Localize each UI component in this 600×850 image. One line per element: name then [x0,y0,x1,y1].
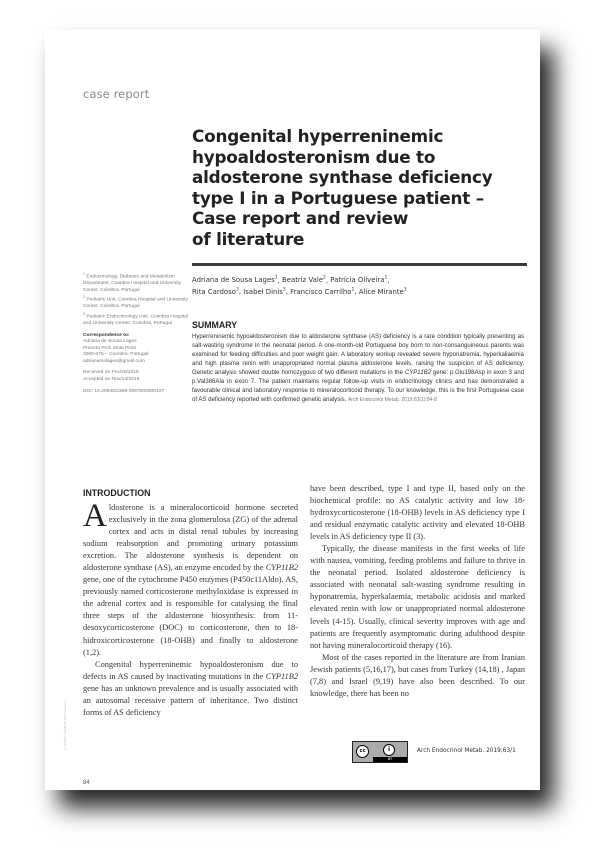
title-line: aldosterone synthase deficiency [192,167,493,187]
correspondence-line: Praceta Prof. Mota Pinto [83,345,137,351]
page-number: 84 [83,780,90,786]
body-column-left [83,498,298,719]
correspondence-line: 3000-075 – Coimbra, Portugal [83,352,149,358]
author: Patrícia Oliveira$^1$ [330,276,388,285]
affiliation-number: 1 [83,272,85,276]
article-sidebar [83,271,195,395]
title-line: hypoaldosteronism due to [192,146,436,167]
title-line: Case report and review [192,208,409,228]
affiliation-text: Pediatric Unit, Coimbra Hospital and University Center, Coimbra, Portugal [83,297,188,310]
body-column-right [310,483,525,700]
title-line: of literature [192,228,305,249]
author: Rita Cardoso$^3$ [192,287,239,296]
title-divider [192,263,527,266]
correspondence-email[interactable]: adrianamslages@gmail.com [83,358,145,364]
affiliation-number: 2 [83,295,85,300]
introduction-heading: INTRODUCTION [83,488,151,498]
affiliation [83,311,195,328]
affiliation-text: Endocrinology, Diabetes and Metabolism Department, Coimbra Hospital and University Center, Coimbra, Portugal [83,274,182,293]
author: Adriana de Sousa Lages$^1$ [192,276,278,285]
gene-name: CYP11B2 [404,369,431,376]
affiliation [83,294,195,311]
drop-cap: A [83,498,107,534]
by-label: BY [373,757,407,762]
paragraph: Aldosterone is a mineralocorticoid hormone secreted exclusively in the zona glomerulosa (ZG) of the adrenal cortex and acts in distal renal tubules by increasing sodium reabsorption and promoting urinary potassium excretion. The aldosterone synthesis is dependent on aldosterone synthase (AS), an enzyme encoded by the CYP11B2 gene, one of the cytochrome P450 enzymes (P450c11Aldo). AS, previously named corticosterone methyloxidase is expressed in the adrenal cortex and is responsible for catalysing the final three steps of the aldosterone biosynthesis: from 11-desoxycorticosterone (DOC) to corticosterone, then to 18-hidroxicorticosterone (18-OHB) and finally to aldosterone (1,2). [83,498,298,657]
author: Isabel Dinis$^3$ [243,287,286,296]
paragraph: Congenital hyperreninemic hypoaldosteronism due to defects in AS caused by inactivating mutations in the CYP11B2 gene has an unknown prevalence and is usually associated with an autosomal recessive pattern of inheritance. Two distinct forms of AS deficiency [83,659,298,717]
title-line: Congenital hyperreninemic [192,126,444,146]
affiliation-text: Pediatric Endocrinology Unit, Coimbra Hospital and University Center, Coimbra, Portugal [83,314,188,327]
article-page [45,30,540,790]
section-label: case report [83,87,150,101]
received-date: Received on Fev/20/2018 [83,370,139,376]
affiliation [83,271,195,294]
article-title [192,126,532,249]
summary-heading: SUMMARY [192,320,238,330]
author-list: Adriana de Sousa Lages$^1$, Beatriz Vale$^2$, Patrícia Oliveira$^1$, Rita Cardoso$^3$, Isabel Dinis$^3$, Francisco Carrilho$^1$, Alice Mirante$^3$ [192,276,407,296]
title-line: type I in a Portuguese patient – [192,187,484,208]
paragraph: have been described, type I and type II, based only on the biochemical profile: no AS catalytic activity and low 18-hydroxycorticosterone (18-OHB) levels in AS deficiency type I and residual enzymatic catalytic activity and elevated 18-OHB levels in AS deficiency type II (3). [310,484,525,542]
summary-text: Hyperreninemic hypoaldosteronism due to aldosterone synthase (AS) deficiency is a rare condition typically presenting as salt-wasting syndrome in the neonatal period. A one-month-old Portuguese boy born to non-consanguineous parents was examined for feeding difficulties and poor weight gain. A laboratory workup revealed severe hyponatremia, hyperkaliaemia and high plasma renin with unappropriated normal plasma aldosterone levels, raising the suspicion of AS deficiency. Genetic analysis showed double homozygous of two different mutations in the CYP11B2 gene: p.Glu198Asp in exon 3 and p.Val386Ala in exon 7. The patient maintains regular follow-up visits in endocrinology clinics and has demonstrated a favourable clinical and laboratory response to mineralocorticoid therapy. To our knowledge, this is the first Portuguese case of AS deficiency reported with confirmed genetic analysis. Arch Endocrinol Metab. 2019;63(1):84-8 [192,334,524,403]
accepted-date: Accepted on Nov/14/2018 [83,376,140,382]
correspondence-label: Correspondence to: [83,332,130,338]
affiliation-number: 3 [83,311,85,316]
correspondence-line: Adriana de Sousa Lages [83,339,137,345]
author: Francisco Carrilho$^1$ [290,287,355,296]
paragraph: Typically, the disease manifests in the first weeks of life with nausea, vomiting, feeding problems and failure to thrive in the neonatal period. Isolated aldosterone deficiency is associated with neonatal salt-wasting syndrome resulting in hyponatremia, hyperkalaemia, metabolic acidosis and marked elevated renin with low or unappropriated normal aldosterone levels (4-15). Usually, clinical severity improves with age and patients are frequently asymptomatic during adulthood despite not having mineralocorticoid therapy (16). [310,544,525,650]
author: Beatriz Vale$^2$ [282,276,326,285]
journal-footer: Arch Endocrinol Metab. 2019;63/1 [417,748,516,754]
attribution-person-icon: i [383,744,395,756]
creative-commons-icon: cc [356,745,369,758]
author: Alice Mirante$^3$ [358,287,407,296]
cc-by-license-badge[interactable] [352,741,408,763]
doi[interactable]: DOI: 10.20945/2359-3997000000107 [83,388,165,394]
summary-citation: Arch Endocrinol Metab. 2019;63(1):84-8 [347,396,437,403]
paragraph: Most of the cases reported in the literature are from Iranian Jewish patients (5,16,17), but cases from Turkey (14,18) , Japan (7,8) and Israel (9,19) have also been described. To our knowledge, there has been no [310,652,525,698]
copyright-side-note: Copyright© AE&M all rights reserved. [63,700,67,750]
